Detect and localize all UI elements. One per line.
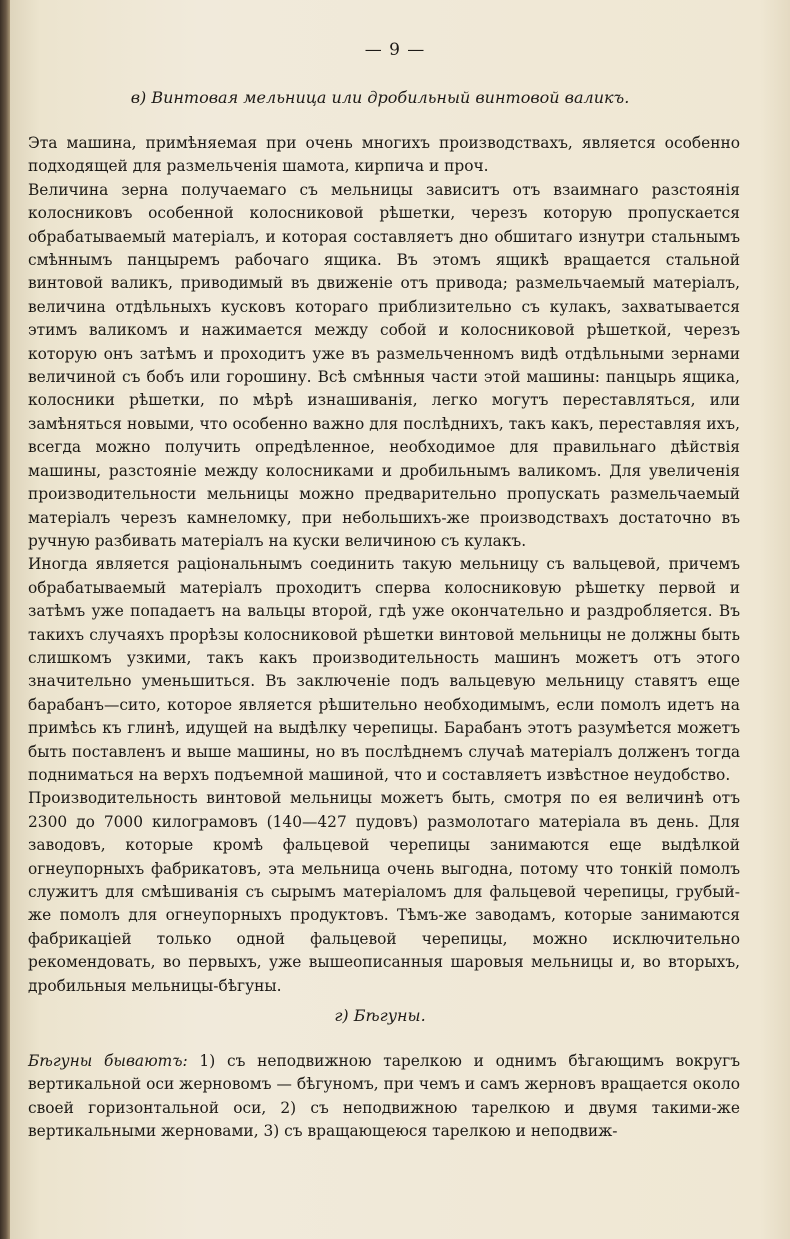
lead-italic-text: Бѣгуны бываютъ: [28, 1052, 188, 1070]
paragraph [28, 1050, 740, 1144]
page-number: — 9 — [364, 40, 426, 60]
paragraph: Иногда является раціональнымъ соединить такую мельницу съ вальцевой, причемъ обрабатываемый матеріалъ проходитъ сперва колосниковую рѣшетку первой и затѣмъ уже попадаетъ на вальцы второй, гдѣ уже окончательно и раздробляется. Въ такихъ случаяхъ прорѣзы колосниковой рѣшетки винтовой мельницы не должны быть слишкомъ узкими, такъ какъ производительность машинъ можетъ отъ этого значительно уменьшиться. Въ заключеніе подъ вальцевую мельницу ставятъ еще барабанъ—сито, которое является рѣшительно необходимымъ, если помолъ идетъ на примѣсь къ глинѣ, идущей на выдѣлку черепицы. Барабанъ этотъ разумѣется можетъ быть поставленъ и выше машины, но въ послѣднемъ случаѣ матеріалъ долженъ тогда подниматься на верхъ подъемной машиной, что и составляетъ извѣстное неудобство. [28, 555, 740, 784]
paragraph: Производительность винтовой мельницы можетъ быть, смотря по ея величинѣ отъ 2300 до 7000 килограмовъ (140—427 пудовъ) размолотаго матеріала въ день. Для заводовъ, которые кромѣ фальцевой черепицы занимаются еще выдѣлкой огнеупорныхъ фабрикатовъ, эта мельница очень выгодна, потому что тонкій помолъ служитъ для смѣшиванія съ сырымъ матеріаломъ для фальцевой черепицы, грубый-же помолъ для огнеупорныхъ продуктовъ. Тѣмъ-же заводамъ, которые занимаются фабрикаціей только одной фальцевой черепицы, можно исключительно рекомендовать, во первыхъ, уже вышеописанныя шаровыя мельницы и, во вторыхъ, дробильныя мельницы-бѣгуны. [28, 789, 740, 995]
paragraph: Эта машина, примѣняемая при очень многихъ производствахъ, является особенно подходящей для размельченія шамота, кирпича и проч. [28, 134, 740, 176]
section-body-runners [28, 1050, 740, 1144]
section-heading-runners: г) Бѣгуны. [334, 1006, 426, 1025]
lead-text: 1) съ неподвижною тарелкою и однимъ бѣгающимъ вокругъ вертикальной оси жерновомъ — бѣгуномъ, при чемъ и самъ жерновъ вращается около своей горизонтальной оси, 2) съ неподвижною тарелкою и двумя такими-же вертикальными жерновами, 3) съ вращающеюся тарелкою и неподвиж- [28, 1052, 740, 1141]
section-heading-screw-mill: в) Винтовая мельница или дробильный винтовой валикъ. [130, 88, 630, 107]
page-binding-edge [0, 0, 10, 1239]
section-body-screw-mill [28, 132, 740, 998]
paragraph: Величина зерна получаемаго съ мельницы зависитъ отъ взаимнаго разстоянія колосниковъ особенной колосниковой рѣшетки, черезъ которую пропускается обрабатываемый матеріалъ, и которая составляетъ дно обшитаго изнутри стальнымъ смѣннымъ панцыремъ рабочаго ящика. Въ этомъ ящикѣ вращается стальной винтовой валикъ, приводимый въ движеніе отъ привода; размельчаемый матеріалъ, величина отдѣльныхъ кусковъ котораго приблизительно съ кулакъ, захватывается этимъ валикомъ и нажимается между собой и колосниковой рѣшеткой, черезъ которую онъ затѣмъ и проходитъ уже въ размельченномъ видѣ отдѣльными зернами величиной съ бобъ или горошину. Всѣ смѣнныя части этой машины: панцырь ящика, колосники рѣшетки, по мѣрѣ изнашиванія, легко могутъ переставляться, или замѣняться новыми, что особенно важно для послѣднихъ, такъ какъ, переставляя ихъ, всегда можно получить опредѣленное, необходимое для правильнаго дѣйствія машины, разстояніе между колосниками и дробильнымъ валикомъ. Для увеличенія производительности мельницы можно предварительно пропускать размельчаемый матеріалъ черезъ камнеломку, при небольшихъ-же производствахъ достаточно въ ручную разбивать матеріалъ на куски величиною съ кулакъ. [28, 180, 740, 550]
